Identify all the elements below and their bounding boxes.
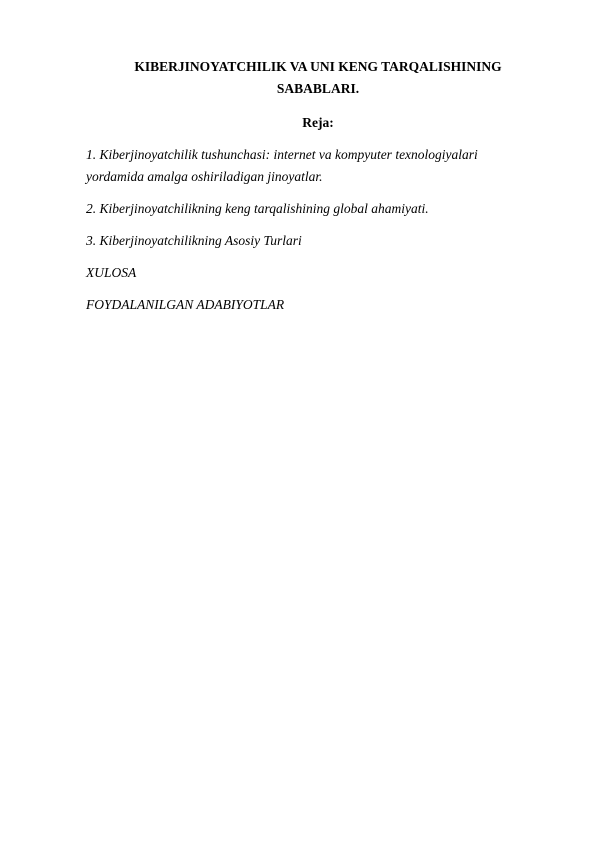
- plan-list: [86, 144, 516, 326]
- document-title-line-1: KIBERJINOYATCHILIK VA UNI KENG TARQALISHINING: [134, 59, 502, 74]
- plan-item-3: 3. Kiberjinoyatchilikning Asosiy Turlari: [86, 233, 302, 248]
- plan-item-1: 1. Kiberjinoyatchilik tushunchasi: internet va kompyuter texnologiyalari yordamida amalga oshiriladigan jinoyatlar.: [86, 147, 478, 184]
- plan-item-references: FOYDALANILGAN ADABIYOTLAR: [86, 297, 285, 312]
- plan-heading: Reja:: [302, 115, 334, 130]
- plan-item-conclusion: XULOSA: [86, 265, 137, 280]
- document-title: [86, 56, 550, 100]
- document-title-line-2: SABABLARI.: [276, 81, 360, 96]
- plan-item-2: 2. Kiberjinoyatchilikning keng tarqalishining global ahamiyati.: [86, 201, 429, 216]
